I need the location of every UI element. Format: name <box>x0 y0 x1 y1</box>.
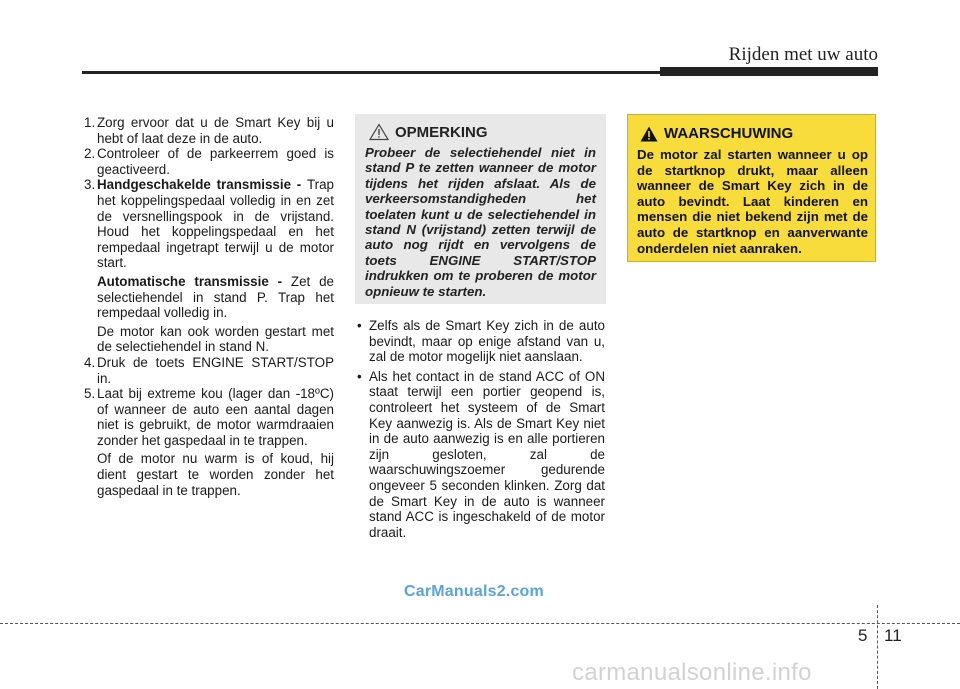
header-rule-thin <box>82 71 662 74</box>
step-1 <box>84 115 334 146</box>
chapter-title: Rijden met uw auto <box>728 44 878 65</box>
note-box <box>355 114 606 304</box>
step-text: Of de motor nu warm is of koud, hij dient gestart te worden zonder het gaspedaal in te trappen. <box>97 451 334 498</box>
caution-triangle-outline-icon <box>369 123 389 141</box>
warning-body: De motor zal starten wanneer u op de startknop drukt, maar alleen wanneer de Smart Key zich in de auto bevindt. Laat kinderen en mensen die niet bekend zijn met de auto de startknop en aanverwante onderdelen niet aanraken. <box>637 147 868 256</box>
step-2 <box>84 146 334 177</box>
step-3-sub-1 <box>84 274 334 321</box>
bullets-column <box>355 318 605 544</box>
step-text: Zet de selectiehendel in stand P. Trap het rempedaal volledig in. <box>97 273 334 321</box>
bullet-dot: • <box>357 318 362 333</box>
step-text: Zorg ervoor dat u de Smart Key bij u hebt of laat deze in de auto. <box>97 115 334 146</box>
step-number: 3. <box>84 177 96 193</box>
warning-triangle-filled-icon <box>640 126 658 142</box>
warning-title: WAARSCHUWING <box>664 125 794 142</box>
step-number: 2. <box>84 146 96 162</box>
note-title: OPMERKING <box>395 123 488 141</box>
steps-column <box>84 115 334 498</box>
bullet-item <box>355 318 605 365</box>
warning-box <box>627 114 876 262</box>
page-number: 11 <box>884 626 902 645</box>
step-3-sub-2 <box>84 324 334 355</box>
step-text: Controleer of de parkeerrem goed is geactiveerd. <box>97 146 334 177</box>
bullet-item <box>355 369 605 541</box>
bullet-text: Als het contact in de stand ACC of ON staat terwijl een portier geopend is, controleert het systeem of de Smart Key aanwezig is. Als de Smart Key niet in de auto aanwezig is en alle portieren zijn gesloten, zal de waarschuwingszoemer gedurende ongeveer 5 seconden klinken. Zorg dat de Smart Key in de auto is wanneer stand ACC is ingeschakeld of de motor draait. <box>369 368 605 540</box>
step-text: Trap het koppelingspedaal volledig in en zet de versnellingspook in de vrijstand. Houd het koppelingspedaal en het rempedaal ingetrapt terwijl u de motor start. <box>97 177 334 271</box>
step-number: 5. <box>84 386 96 402</box>
step-number: 4. <box>84 354 96 370</box>
warning-header <box>640 125 793 142</box>
step-text: Druk de toets ENGINE START/STOP in. <box>97 354 334 386</box>
note-body: Probeer de selectiehendel niet in stand P te zetten wanneer de motor tijdens het rijden afslaat. Als de verkeersomstandigheden het toelaten kunt u de selectiehendel in stand N (vrijstand) zetten terwijl de auto nog rijdt en vervolgens de toets ENGINE START/STOP indrukken om te proberen de motor opnieuw te starten. <box>365 145 596 299</box>
step-text: Laat bij extreme kou (lager dan -18ºC) of wanneer de auto een aantal dagen niet is gebruikt, de motor warmdraaien zonder het gaspedaal in te trappen. <box>97 386 334 448</box>
header-rule-thick <box>660 67 878 76</box>
step-bold-label: Automatische transmissie - <box>97 273 291 289</box>
bullet-text: Zelfs als de Smart Key zich in de auto bevindt, maar op enige afstand van u, zal de motor mogelijk niet aanslaan. <box>369 318 605 365</box>
step-text: De motor kan ook worden gestart met de selectiehendel in stand N. <box>97 323 334 355</box>
step-5-sub-1 <box>84 451 334 498</box>
section-number: 5 <box>858 626 868 645</box>
step-5 <box>84 386 334 448</box>
step-3 <box>84 177 334 271</box>
bullet-dot: • <box>357 368 362 384</box>
note-header <box>369 123 488 141</box>
step-bold-label: Handgeschakelde transmissie - <box>97 177 307 193</box>
watermark-bottom: carmanualsonline.info <box>572 659 812 686</box>
step-4 <box>84 355 334 386</box>
watermark-link[interactable]: CarManuals2.com <box>404 583 544 600</box>
footer-dashed-rule <box>0 623 960 624</box>
step-number: 1. <box>84 115 96 130</box>
page-number-separator <box>877 605 878 689</box>
